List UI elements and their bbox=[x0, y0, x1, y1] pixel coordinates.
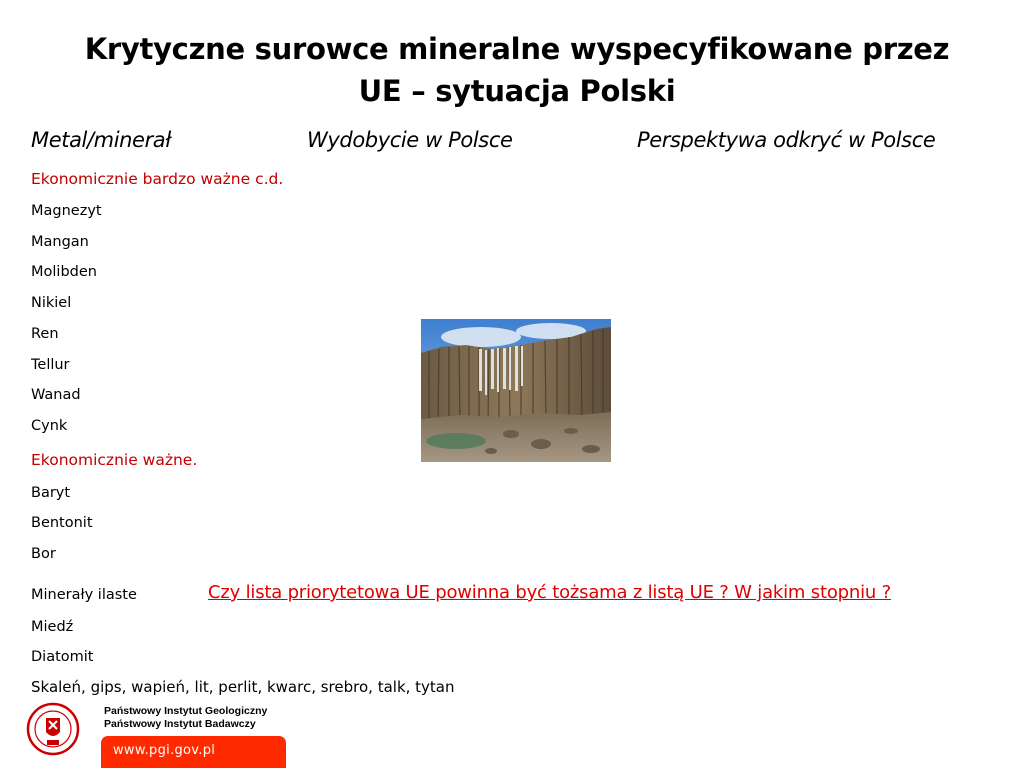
section-heading-important: Ekonomicznie ważne. bbox=[31, 451, 198, 469]
list-item: Magnezyt bbox=[31, 203, 102, 219]
column-header-metal: Metal/minerał bbox=[31, 128, 171, 152]
website-link[interactable]: www.pgi.gov.pl bbox=[113, 743, 216, 758]
org-name-line-2: Państwowy Instytut Badawczy bbox=[104, 718, 256, 730]
list-item: Molibden bbox=[31, 264, 97, 280]
list-item: Nikiel bbox=[31, 295, 72, 311]
question-link[interactable]: Czy lista priorytetowa UE powinna być tożsama z listą UE ? W jakim stopniu ? bbox=[208, 582, 891, 603]
list-item: Wanad bbox=[31, 387, 81, 403]
slide-title bbox=[20, 28, 1014, 112]
list-item: Ren bbox=[31, 326, 59, 342]
list-item: Skaleń, gips, wapień, lit, perlit, kwarc, srebro, talk, tytan bbox=[31, 678, 455, 696]
title-line-1: Krytyczne surowce mineralne wyspecyfikowane przez bbox=[84, 32, 950, 66]
list-item: Diatomit bbox=[31, 649, 94, 665]
list-item: Minerały ilaste bbox=[31, 587, 137, 603]
list-item: Cynk bbox=[31, 418, 68, 434]
title-line-2: UE – sytuacja Polski bbox=[358, 74, 676, 108]
pgi-seal-logo-icon bbox=[26, 702, 80, 756]
column-header-mining: Wydobycie w Polsce bbox=[307, 128, 513, 152]
column-header-prospects: Perspektywa odkryć w Polsce bbox=[637, 128, 936, 152]
list-item: Mangan bbox=[31, 234, 89, 250]
list-item: Bentonit bbox=[31, 515, 93, 531]
list-item: Tellur bbox=[31, 357, 70, 373]
list-item: Baryt bbox=[31, 485, 71, 501]
org-name-line-1: Państwowy Instytut Geologiczny bbox=[104, 705, 268, 717]
url-bar bbox=[101, 736, 286, 768]
section-heading-very-important: Ekonomicznie bardzo ważne c.d. bbox=[31, 170, 284, 188]
list-item: Miedź bbox=[31, 619, 74, 635]
basalt-columns-quarry-photo bbox=[421, 319, 611, 462]
list-item: Bor bbox=[31, 546, 56, 562]
